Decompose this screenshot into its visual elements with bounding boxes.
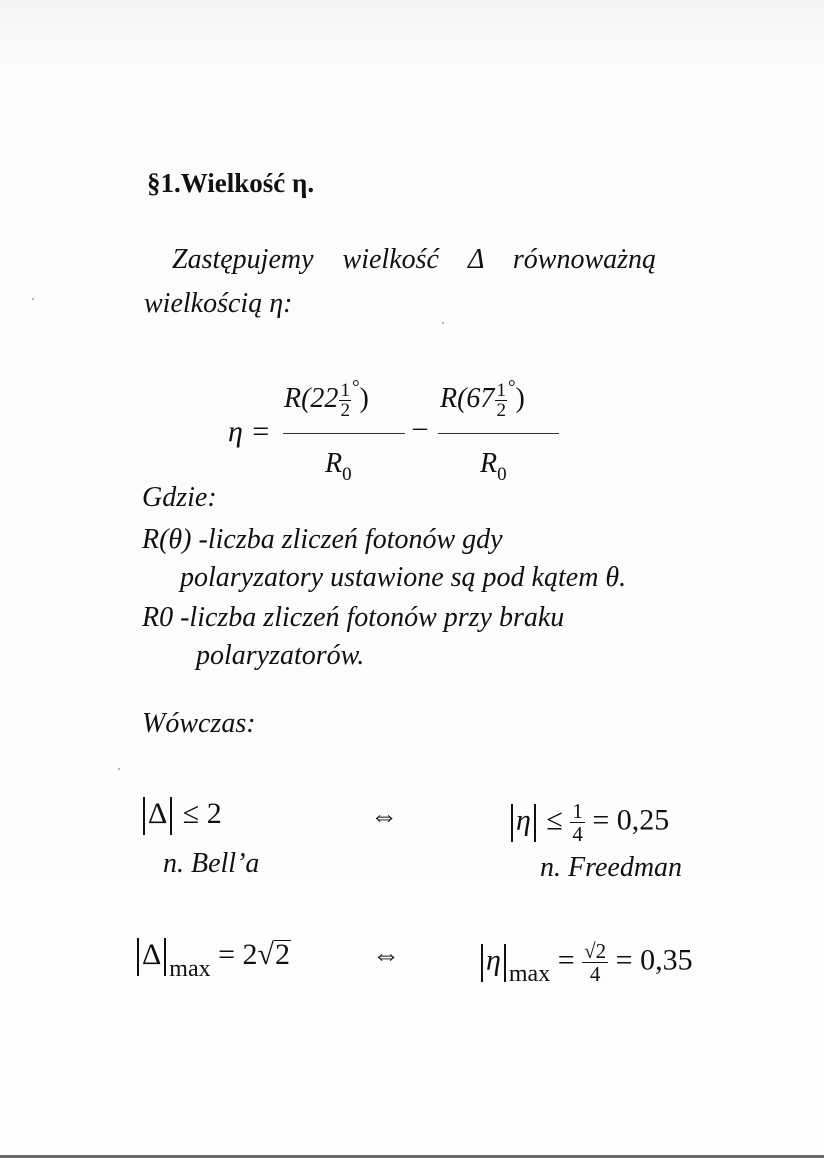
scan-speck [118,768,120,770]
scan-speck [32,298,34,300]
degree-sign: ° [351,376,360,398]
definition-r-theta-cont: polaryzatory ustawione są pod kątem θ. [180,562,627,593]
four-bot: 4 [589,962,601,986]
half-top: 1 [340,380,350,401]
value-035: = 0,35 [615,943,693,977]
definition-r0-cont: polaryzatorów. [196,640,365,671]
freedman-inequality [508,800,669,845]
half-fraction [495,381,507,420]
le-sign: ≤ [546,803,563,837]
fraction-line-2 [438,433,559,434]
abs-bar [170,797,172,835]
section-heading: §1.Wielkość η. [147,168,315,198]
num2-suffix: ) [515,382,525,414]
quarter-fraction [570,800,585,845]
max-subscript: max [508,961,551,988]
degree-sign: ° [507,376,516,398]
abs-bar [511,804,513,842]
half-bot: 2 [340,400,350,421]
abs-bar [504,944,506,982]
quarter-bot: 4 [572,822,583,846]
definition-r-theta: R(θ) -liczba zliczeń fotonów gdy [142,524,503,555]
abs-bar [137,938,139,976]
num1-suffix: ) [359,382,369,414]
abs-bar [143,797,145,835]
den-main: R [325,448,343,479]
sqrt-radicand: 2 [275,938,291,971]
wowczas-label: Wówczas: [142,708,256,739]
formula-numerator-1 [284,376,369,421]
sqrt2-over-4 [582,940,608,985]
note-bell: n. Bell’a [163,848,260,879]
equivalence-arrow-1: ⇔ [370,801,398,832]
num2-prefix: R(67 [440,382,495,414]
intro-word: Δ [467,244,484,275]
half-fraction [339,381,351,420]
abs-bar [164,938,166,976]
scan-speck [442,322,444,324]
den-sub: 0 [342,464,352,485]
intro-line-1 [172,244,656,276]
note-freedman: n. Freedman [540,852,683,883]
intro-word: Zastępujemy [172,244,314,275]
formula-numerator-2 [440,376,525,421]
equivalence-arrow-2: ⇔ [372,940,400,971]
eta-symbol: η [516,803,531,837]
intro-word: równoważną [512,244,657,275]
fraction-line-1 [283,433,405,434]
formula-lhs: η = [228,415,271,448]
definition-r0: R0 -liczba zliczeń fotonów przy braku [142,602,565,633]
sqrt2-top: √2 [584,939,607,963]
delta-symbol: Δ [148,797,168,830]
delta-max [134,938,291,982]
formula-minus: – [413,412,427,443]
delta-symbol: Δ [142,938,162,971]
value-025: = 0,25 [592,803,670,837]
formula-denominator-2 [480,448,507,485]
abs-bar [534,804,536,842]
eta-max [478,939,693,988]
half-bot: 2 [496,400,506,421]
eta-symbol: η [486,943,501,977]
den-sub: 0 [497,464,507,485]
sqrt-sign: √ [257,938,275,971]
le-two: ≤ 2 [182,797,222,830]
num1-prefix: R(22 [284,382,339,414]
half-top: 1 [496,380,506,401]
intro-word: wielkość [342,244,439,275]
abs-bar [481,944,483,982]
gdzie-label: Gdzie: [142,482,217,513]
eq-two: = 2 [218,938,258,971]
den-main: R [480,448,498,479]
formula-denominator-1 [325,448,352,485]
bell-inequality [140,797,222,835]
quarter-top: 1 [572,799,583,823]
intro-line-2: wielkością η: [144,288,293,319]
max-subscript: max [169,956,211,982]
eq-sign: = [557,943,575,977]
